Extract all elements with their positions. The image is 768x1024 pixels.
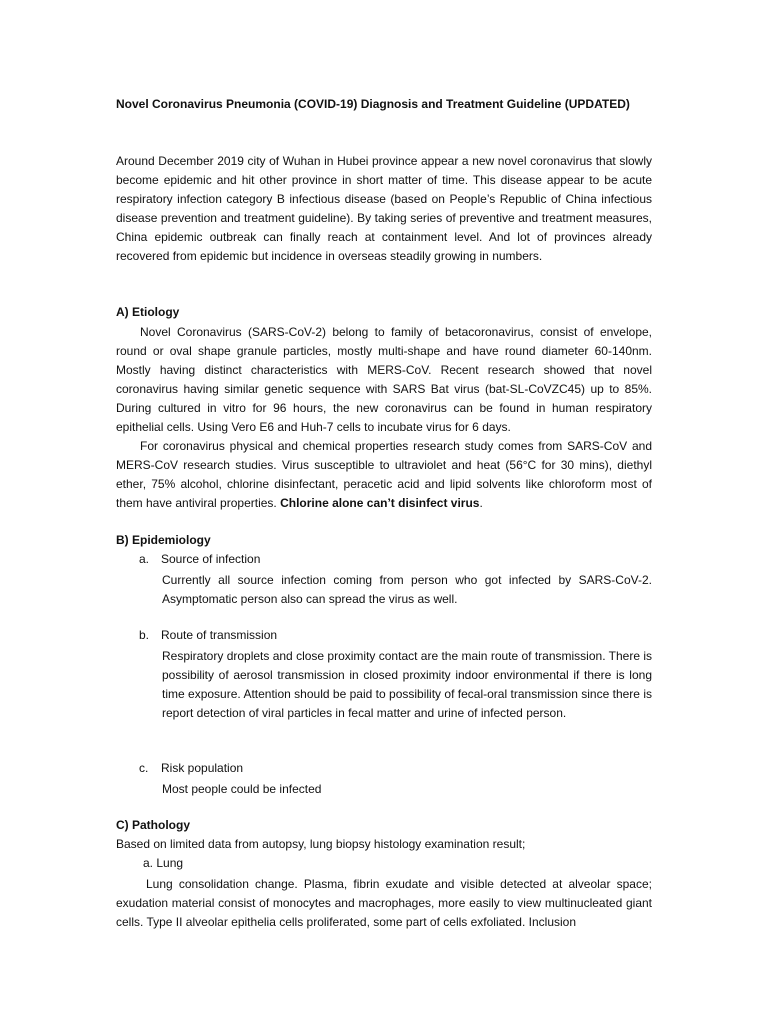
etiology-paragraph-2-end: . [479, 495, 483, 510]
list-title: Risk population [161, 761, 244, 775]
list-item-label [139, 761, 243, 775]
epidemiology-heading: B) Epidemiology [116, 533, 211, 547]
page-title: Novel Coronavirus Pneumonia (COVID-19) Diagnosis and Treatment Guideline (UPDATED) [116, 97, 630, 111]
list-letter: c. [139, 761, 149, 775]
list-item-text: Currently all source infection coming from person who got infected by SARS-CoV-2. Asymptomatic person also can spread the virus as well. [162, 573, 652, 606]
list-title: Source of infection [161, 552, 261, 566]
pathology-lung-paragraph: Lung consolidation change. Plasma, fibrin exudate and visible detected at alveolar space; exudation material consist of monocytes and macrophages, more easily to view multinucleated giant cells. Type II alveolar epithelia cells proliferated, some part of cells exfoliated. Inclusion [116, 877, 652, 929]
etiology-paragraph-2-text: For coronavirus physical and chemical properties research study comes from SARS-CoV and MERS-CoV research studies. Virus susceptible to ultraviolet and heat (56°C for 30 mins), diethyl ether, 75% alcohol, chlorine disinfectant, peracetic acid and lipid solvents like chloroform most of them have antiviral properties. [116, 439, 652, 510]
pathology-intro: Based on limited data from autopsy, lung biopsy histology examination result; [116, 837, 526, 851]
etiology-paragraph-1: Novel Coronavirus (SARS-CoV-2) belong to family of betacoronavirus, consist of envelope, round or oval shape granule particles, mostly multi-shape and have round diameter 60-140nm. Mostly having distinct characteristics with MERS-CoV. Recent research showed that novel coronavirus having similar genetic sequence with SARS Bat virus (bat-SL-CoVZC45) up to 85%. During cultured in vitro for 96 hours, the new coronavirus can be found in human respiratory epithelial cells. Using Vero E6 and Huh-7 cells to incubate virus for 6 days. [116, 325, 652, 434]
etiology-heading: A) Etiology [116, 305, 180, 319]
list-item-text: Most people could be infected [162, 782, 322, 796]
list-letter: b. [139, 628, 150, 642]
list-letter: a. [139, 552, 150, 566]
chlorine-warning: Chlorine alone can’t disinfect virus [280, 495, 480, 510]
list-item-text: Respiratory droplets and close proximity contact are the main route of transmission. There is possibility of aerosol transmission in closed proximity indoor environmental if there is long time exposure. Attention should be paid to possibility of fecal-oral transmission since there is report detection of viral particles in fecal matter and urine of infected person. [162, 649, 652, 720]
list-title: Route of transmission [161, 628, 278, 642]
intro-paragraph: Around December 2019 city of Wuhan in Hubei province appear a new novel coronavirus that slowly become epidemic and hit other province in short matter of time. This disease appear to be acute respiratory infection category B infectious disease (based on People’s Republic of China infectious disease prevention and treatment guideline). By taking series of preventive and treatment measures, China epidemic outbreak can finally reach at containment level. And lot of provinces already recovered from epidemic but incidence in overseas steadily growing in numbers. [116, 154, 652, 264]
pathology-heading: C) Pathology [116, 818, 190, 832]
list-item-label [139, 552, 260, 566]
list-item-label [139, 628, 277, 642]
pathology-sub-label: a. Lung [143, 856, 184, 870]
etiology-paragraph-2 [116, 437, 652, 513]
